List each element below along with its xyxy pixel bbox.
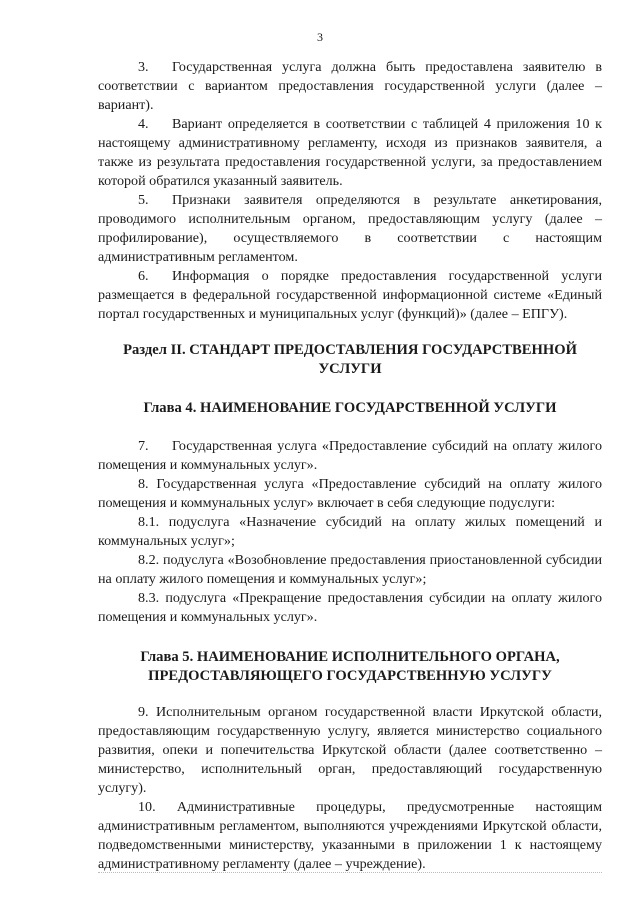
paragraph-number: 7. [138, 438, 149, 454]
chapter-4-paragraphs [98, 437, 602, 627]
paragraph-8-3: 8.3. подуслуга «Прекращение предоставления субсидии на оплату жилого помещения и коммунальных услуг». [98, 590, 602, 625]
intro-paragraphs [98, 58, 602, 324]
paragraph-number: 3. [138, 59, 149, 75]
document-body [98, 58, 602, 874]
paragraph-number: 6. [138, 268, 149, 284]
paragraph-text: Признаки заявителя определяются в результате анкетирования, проводимого исполнительным органом, предоставляющим услугу (далее – профилирование), осуществляемого в соответствии с настоящим административным регламентом. [98, 192, 602, 265]
paragraph-10: 10. Административные процедуры, предусмотренные настоящим административным регламентом, выполняются учреждениями Иркутской области, подведомственными министерству, указанными в приложении 1 к настоящему административному регламенту (далее – учреждение). [98, 799, 602, 872]
paragraph-4 [98, 115, 602, 191]
section-heading: Раздел II. СТАНДАРТ ПРЕДОСТАВЛЕНИЯ ГОСУДАРСТВЕННОЙ УСЛУГИ [123, 342, 577, 377]
paragraph-text: Государственная услуга должна быть предоставлена заявителю в соответствии с вариантом предоставления государственной услуги (далее – вариант). [98, 59, 602, 113]
paragraph-7 [98, 437, 602, 475]
paragraph-8: 8. Государственная услуга «Предоставление субсидий на оплату жилого помещения и коммунальных услуг» включает в себя следующие подуслуги: [98, 476, 602, 511]
paragraph-number: 4. [138, 116, 149, 132]
paragraph-text: Государственная услуга «Предоставление субсидий на оплату жилого помещения и коммунальных услуг». [98, 438, 602, 473]
paragraph-3 [98, 58, 602, 115]
paragraph-text: Информация о порядке предоставления государственной услуги размещается в федеральной государственной информационной системе «Единый портал государственных и муниципальных услуг (функций)» (далее – ЕПГУ). [98, 268, 602, 322]
chapter-4-heading: Глава 4. НАИМЕНОВАНИЕ ГОСУДАРСТВЕННОЙ УСЛУГИ [143, 400, 557, 416]
page-number: 3 [317, 30, 323, 44]
paragraph-6 [98, 267, 602, 324]
paragraph-number: 5. [138, 192, 149, 208]
chapter-5-paragraphs [98, 703, 602, 874]
paragraph-8-1: 8.1. подуслуга «Назначение субсидий на оплату жилых помещений и коммунальных услуг»; [98, 514, 602, 549]
paragraph-text: Вариант определяется в соответствии с таблицей 4 приложения 10 к настоящему административному регламенту, исходя из признаков заявителя, а также из результата предоставления государственной услуги, за предоставлением которой обратился указанный заявитель. [98, 116, 602, 189]
scan-edge-line [98, 872, 602, 873]
chapter-5-heading: Глава 5. НАИМЕНОВАНИЕ ИСПОЛНИТЕЛЬНОГО ОРГАНА, ПРЕДОСТАВЛЯЮЩЕГО ГОСУДАРСТВЕННУЮ УСЛУГУ [140, 649, 560, 684]
paragraph-9: 9. Исполнительным органом государственной власти Иркутской области, предоставляющим государственную услугу, является министерство социального развития, опеки и попечительства Иркутской области (далее соответственно – министерство, исполнительный орган, предоставляющий государственную услугу). [98, 704, 602, 796]
paragraph-5 [98, 191, 602, 267]
paragraph-8-2: 8.2. подуслуга «Возобновление предоставления приостановленной субсидии на оплату жилого помещения и коммунальных услуг»; [98, 552, 602, 587]
